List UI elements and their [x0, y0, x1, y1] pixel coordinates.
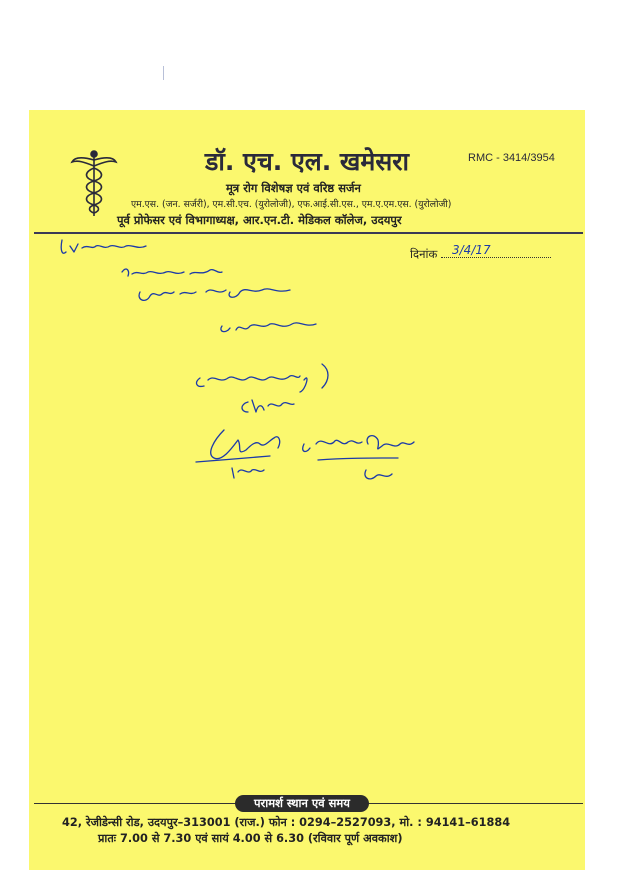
clinic-timings: प्रातः 7.00 से 7.30 एवं सायं 4.00 से 6.30 (रविवार पूर्ण अवकाश) — [98, 832, 403, 845]
date-label: दिनांक — [410, 247, 438, 261]
note-signature-2 — [303, 436, 414, 452]
note-scribble-4 — [221, 323, 316, 332]
note-scribble-7 — [232, 468, 264, 478]
note-scribble-8 — [365, 470, 392, 479]
clinic-address: 42, रेजीडेन्सी रोड, उदयपुर–313001 (राज.) फोन : 0294–2527093, मो. : 94141–61884 — [62, 816, 511, 829]
registration-number: RMC - 3414/3954 — [468, 152, 555, 164]
date-value: 3/4/17 — [452, 243, 491, 257]
consultation-badge: परामर्श स्थान एवं समय — [235, 795, 369, 812]
note-signature-1 — [196, 430, 280, 462]
degrees: एम.एस. (जन. सर्जरी), एम.सी.एच. (युरोलोजी), एफ.आई.सी.एस., एम.ए.एम.एस. (युरोलोजी) — [131, 199, 452, 210]
designation: पूर्व प्रोफेसर एवं विभागाध्यक्ष, आर.एन.टी. मेडिकल कॉलेज, उदयपुर — [117, 213, 402, 227]
note-scribble-5 — [197, 364, 328, 392]
note-scribble-2 — [122, 269, 222, 276]
note-scribble-1 — [61, 240, 146, 253]
note-scribble-3 — [139, 289, 290, 301]
note-underline — [318, 458, 398, 460]
specialty: मूत्र रोग विशेषज्ञ एवं वरिष्ठ सर्जन — [226, 181, 361, 195]
doctor-name: डॉ. एच. एल. खमेसरा — [205, 147, 409, 176]
note-scribble-6 — [242, 400, 294, 412]
